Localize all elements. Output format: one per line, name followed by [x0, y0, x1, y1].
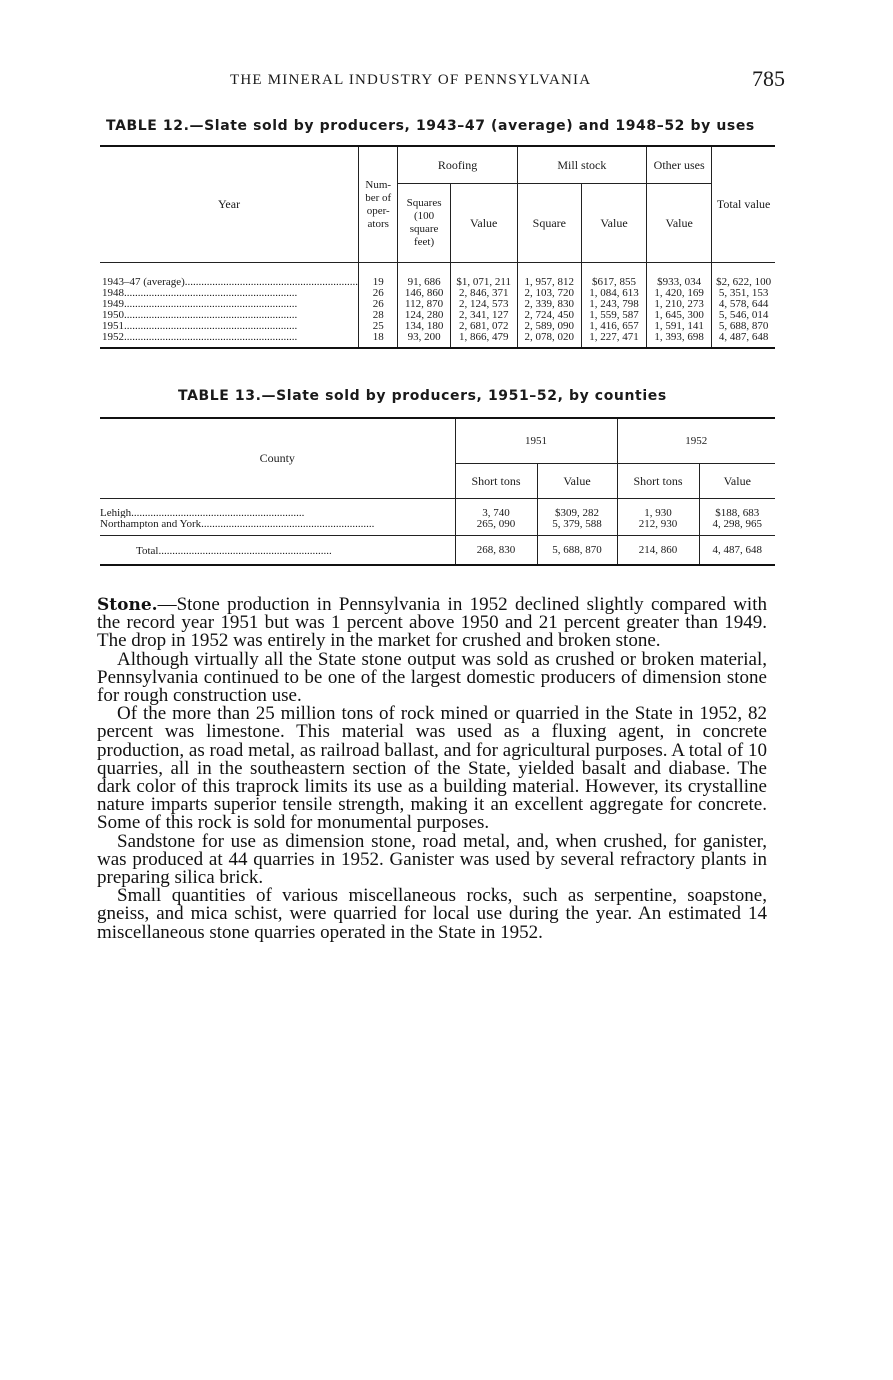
paragraph-text: —Stone production in Pennsylvania in 1952 declined slightly compared with the record year 1951 but was 1 percent above 1950 and 21 percent greater than 1949. The drop in 1952 was entirely in the market for crushed and broken stone. — [97, 594, 767, 652]
table-cell: 4, 487, 648 — [718, 332, 769, 343]
table-cell: $617, 855 — [592, 277, 636, 288]
table-cell: 1, 957, 812 — [524, 277, 575, 288]
table-cell: 4, 578, 644 — [718, 299, 769, 310]
table-cell: $1, 071, 211 — [456, 277, 511, 288]
table-cell: $933, 034 — [657, 277, 702, 288]
col-roofing-value — [450, 263, 517, 349]
header-roofing: Roofing — [398, 146, 517, 184]
header-1952: 1952 — [617, 418, 775, 464]
county-names — [100, 499, 455, 536]
body-text — [97, 596, 767, 942]
table-cell: 28 — [372, 310, 384, 321]
total-label-cell — [100, 536, 455, 566]
header-other-value: Value — [647, 184, 712, 263]
table-cell: 1, 243, 798 — [589, 299, 639, 310]
header-short-tons-1952: Short tons — [617, 464, 699, 499]
table-cell: 91, 686 — [407, 277, 441, 288]
table-cell: 1, 591, 141 — [654, 321, 704, 332]
table-cell: 214, 860 — [617, 536, 699, 566]
col-operators — [359, 263, 398, 349]
table-cell: 19 — [372, 277, 384, 288]
header-mill-stock: Mill stock — [517, 146, 646, 184]
col-mill-value — [581, 263, 646, 349]
header-operators: Num-ber of oper-ators — [359, 146, 398, 263]
table12-title: TABLE 12.—Slate sold by producers, 1943–47 (average) and 1948–52 by uses — [106, 118, 755, 134]
row-year-label: 1948 ..... — [102, 288, 358, 299]
table-cell: 26 — [372, 299, 384, 310]
table-cell: 1, 227, 471 — [589, 332, 639, 343]
tons-1952 — [617, 499, 699, 536]
table-cell: 1, 084, 613 — [589, 288, 639, 299]
page-number: 785 — [752, 66, 785, 91]
col-other-value — [647, 263, 712, 349]
row-year-label: 1943–47 (average) ..... — [102, 277, 358, 288]
table-cell: 268, 830 — [455, 536, 537, 566]
county-lehigh: Lehigh ..... — [100, 507, 455, 518]
table-cell: 1, 420, 169 — [654, 288, 704, 299]
table-cell: 1, 416, 657 — [589, 321, 639, 332]
table-cell: 4, 487, 648 — [699, 536, 775, 566]
col-year — [100, 263, 359, 349]
table-cell: 124, 280 — [404, 310, 444, 321]
table-cell: 2, 846, 371 — [458, 288, 509, 299]
table-cell: 1, 645, 300 — [654, 310, 704, 321]
table-cell: 1, 930 — [644, 507, 672, 518]
paragraph: Of the more than 25 million tons of rock mined or quarried in the State in 1952, 82 percent was limestone. This material was used as a fluxing agent, in concrete production, as road metal, as railroad ballast, and for agricultural purposes. A total of 10 quarries, all in the southeastern section of the State, yielded basalt and diabase. The dark color of this traprock limits its use as a building material. However, its crystalline nature imparts superior tensile strength, making it an excellent aggregate for concrete. Some of this rock is sold for monumental purposes. — [97, 703, 767, 834]
table-cell: 93, 200 — [407, 332, 441, 343]
header-roofing-squares: Squares (100 square feet) — [398, 184, 450, 263]
header-value-1952: Value — [699, 464, 775, 499]
table-cell: 5, 379, 588 — [552, 518, 602, 529]
table-cell: $309, 282 — [555, 507, 599, 518]
table-cell: 2, 724, 450 — [524, 310, 575, 321]
header-year: Year — [217, 197, 241, 211]
header-1951: 1951 — [455, 418, 617, 464]
table12-body — [100, 263, 775, 349]
header-value-1951: Value — [537, 464, 617, 499]
table13 — [100, 417, 775, 566]
row-year-label: 1951 ..... — [102, 321, 358, 332]
running-title: THE MINERAL INDUSTRY OF PENNSYLVANIA — [230, 72, 592, 88]
header-mill-value: Value — [581, 184, 646, 263]
table-cell: 5, 688, 870 — [718, 321, 769, 332]
paragraph — [97, 596, 767, 651]
table-cell: $2, 622, 100 — [716, 277, 772, 288]
table-cell: 112, 870 — [405, 299, 444, 310]
header-other-uses: Other uses — [647, 146, 712, 184]
table-cell: 3, 740 — [482, 507, 510, 518]
table-cell: 2, 078, 020 — [524, 332, 575, 343]
table12 — [100, 145, 775, 349]
table-cell: 1, 559, 587 — [589, 310, 639, 321]
table-cell: 5, 546, 014 — [718, 310, 769, 321]
value-1952 — [699, 499, 775, 536]
table-cell: 2, 589, 090 — [524, 321, 575, 332]
paragraph: Small quantities of various miscellaneous rocks, such as serpentine, soapstone, gneiss, and mica schist, were quarried for local use during the year. An estimated 14 miscellaneous stone quarries operated in the State in 1952. — [97, 885, 767, 943]
row-year-label: 1949 ..... — [102, 299, 358, 310]
running-head — [100, 66, 785, 102]
header-roofing-value: Value — [450, 184, 517, 263]
table-cell: 26 — [372, 288, 384, 299]
header-total-value: Total value — [712, 146, 775, 263]
header-short-tons-1951: Short tons — [455, 464, 537, 499]
col-roofing-squares — [398, 263, 450, 349]
header-county: County — [259, 451, 295, 465]
col-mill-square — [517, 263, 581, 349]
table-cell: 265, 090 — [476, 518, 516, 529]
county-northampton-york: Northampton and York ..... — [100, 518, 455, 529]
section-lead: Stone. — [97, 595, 158, 615]
table-cell: 146, 860 — [404, 288, 444, 299]
table13-rows — [100, 499, 775, 536]
table-cell: 2, 341, 127 — [458, 310, 509, 321]
table-cell: 18 — [372, 332, 384, 343]
table-cell: 2, 339, 830 — [524, 299, 575, 310]
paragraph: Sandstone for use as dimension stone, road metal, and, when crushed, for ganister, was produced at 44 quarries in 1952. Ganister was used by several refractory plants in preparing silica brick. — [97, 830, 767, 889]
table-cell: 5, 688, 870 — [537, 536, 617, 566]
table13-title: TABLE 13.—Slate sold by producers, 1951–52, by counties — [178, 388, 667, 404]
table-cell: 5, 351, 153 — [718, 288, 769, 299]
table-cell: $188, 683 — [715, 507, 760, 518]
table13-total-row — [100, 536, 775, 566]
col-total-value — [712, 263, 775, 349]
total-label: Total ..... — [136, 545, 455, 556]
table-cell: 1, 393, 698 — [654, 332, 704, 343]
table-cell: 4, 298, 965 — [712, 518, 762, 529]
tons-1951 — [455, 499, 537, 536]
table-cell: 134, 180 — [404, 321, 444, 332]
table-cell: 25 — [372, 321, 384, 332]
value-1951 — [537, 499, 617, 536]
table-cell: 2, 103, 720 — [524, 288, 575, 299]
row-year-label: 1950 ..... — [102, 310, 358, 321]
table-cell: 1, 866, 479 — [458, 332, 509, 343]
table-cell: 212, 930 — [638, 518, 678, 529]
table-cell: 2, 681, 072 — [458, 321, 509, 332]
row-year-label: 1952 ..... — [102, 332, 358, 343]
paragraph: Although virtually all the State stone output was sold as crushed or broken material, Pennsylvania continued to be one of the largest domestic producers of dimension stone for rough construction use. — [97, 648, 767, 707]
table-cell: 1, 210, 273 — [654, 299, 704, 310]
table-cell: 2, 124, 573 — [458, 299, 509, 310]
header-mill-square: Square — [517, 184, 581, 263]
